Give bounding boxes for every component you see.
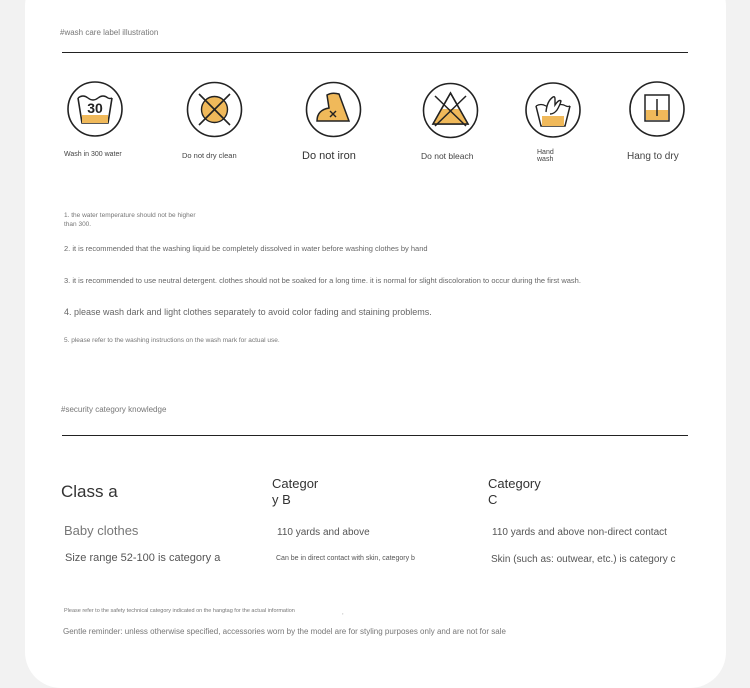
class-c-line2: Skin (such as: outwear, etc.) is category c: [491, 554, 676, 565]
class-a-line1: Baby clothes: [64, 523, 139, 538]
wash-note-2: 2. it is recommended that the washing liquid be completely dissolved in water before washing clothes by hand: [64, 244, 428, 253]
class-c-heading-line2: C: [488, 491, 498, 507]
class-b-line2: Can be in direct contact with skin, category b: [276, 555, 415, 562]
wash-30-icon: [66, 80, 124, 138]
class-a-heading: Class a: [61, 482, 118, 501]
wash-note-3: 3. it is recommended to use neutral detergent. clothes should not be soaked for a long time. it is normal for slight discoloration to occur during the first wash.: [64, 276, 581, 285]
svg-text:30: 30: [87, 100, 103, 116]
hang-dry-icon: [628, 80, 686, 138]
no-dry-clean-icon: [186, 81, 243, 138]
hand-wash-label: [537, 149, 554, 164]
wash-section-divider: [62, 52, 688, 53]
footer-mark: ,: [342, 610, 344, 616]
class-c-line1: 110 yards and above non-direct contact: [492, 527, 667, 538]
class-b-heading-line1: Categor: [272, 476, 319, 491]
security-section-title: #security category knowledge: [61, 405, 167, 414]
security-section-divider: [62, 435, 688, 436]
hand-wash-label-line2: wash: [537, 156, 554, 164]
content-card: [25, 0, 726, 688]
class-b-line1: 110 yards and above: [277, 527, 370, 538]
class-a-line2: Size range 52-100 is category a: [65, 552, 221, 564]
no-dry-clean-label: Do not dry clean: [182, 151, 237, 160]
hand-wash-label-line1: Hand: [537, 149, 554, 156]
class-b-heading-line2: y B: [272, 491, 291, 507]
wash-section-title: #wash care label illustration: [60, 28, 159, 37]
class-c-heading: [488, 476, 541, 507]
wash-note-4: 4. please wash dark and light clothes separately to avoid color fading and staining problems.: [64, 307, 432, 317]
no-iron-icon: [305, 81, 362, 138]
class-c-heading-line1: Category: [488, 476, 541, 491]
no-iron-label: Do not iron: [302, 150, 356, 162]
footer-safety-note: Please refer to the safety technical category indicated on the hangtag for the actual information: [64, 608, 295, 614]
hang-dry-label: Hang to dry: [627, 151, 679, 162]
class-b-heading: [272, 476, 318, 507]
wash-note-1-line1: 1. the water temperature should not be higher: [64, 212, 196, 219]
hand-wash-icon: [524, 81, 582, 139]
wash-note-5: 5. please refer to the washing instructions on the wash mark for actual use.: [64, 337, 280, 344]
wash-note-1: [64, 211, 196, 229]
no-bleach-label: Do not bleach: [421, 151, 474, 161]
no-bleach-icon: [422, 82, 479, 139]
wash-30-label: Wash in 300 water: [64, 151, 122, 158]
footer-reminder: Gentle reminder: unless otherwise specified, accessories worn by the model are for styling purposes only and are not for sale: [63, 627, 506, 636]
wash-note-1-line2: than 300.: [64, 221, 92, 228]
